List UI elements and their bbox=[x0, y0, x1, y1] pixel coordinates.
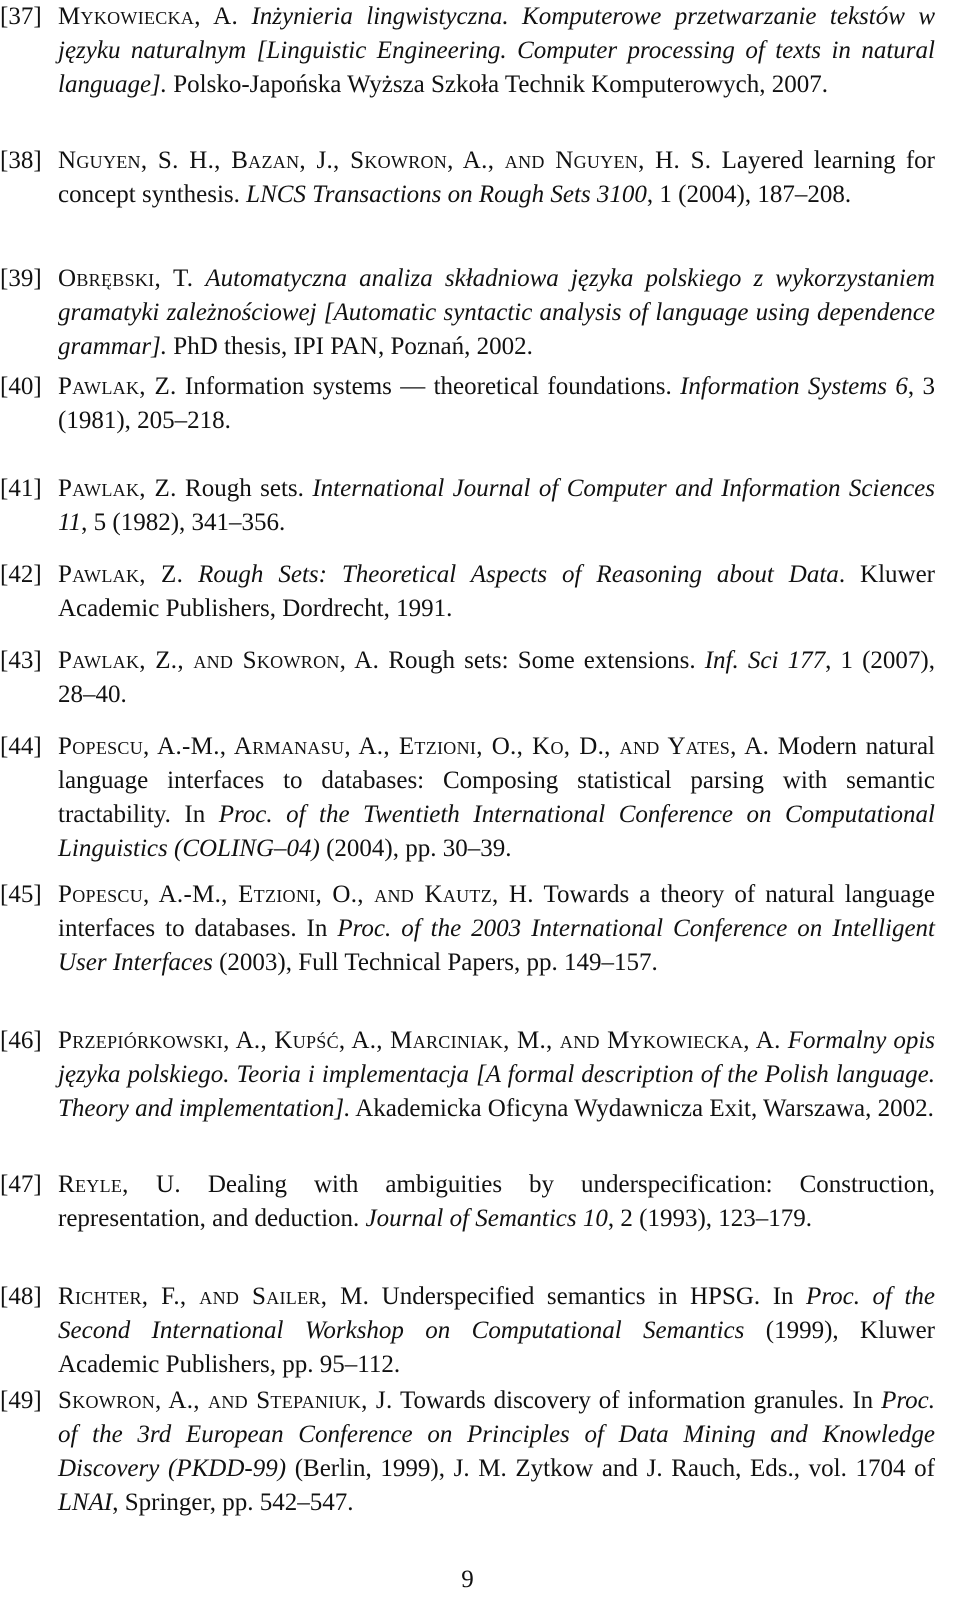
reference-text-segment: , Springer, pp. 542–547. bbox=[112, 1489, 354, 1516]
reference-entry bbox=[0, 1168, 935, 1236]
reference-authors: Skowron, A., and Stepaniuk, J. bbox=[58, 1387, 393, 1414]
reference-text bbox=[58, 878, 935, 980]
reference-text-segment: , 1 (2007), 28–40. bbox=[58, 647, 936, 708]
reference-entry bbox=[0, 558, 935, 626]
reference-text bbox=[58, 262, 935, 364]
reference-entry bbox=[0, 1384, 935, 1520]
reference-entry bbox=[0, 472, 935, 540]
reference-text-segment: , 1 (2004), 187–208. bbox=[646, 181, 852, 208]
reference-number: [48] bbox=[0, 1283, 42, 1310]
reference-entry bbox=[0, 0, 935, 102]
reference-authors: Przepiórkowski, A., Kupść, A., Marciniak, M., and Mykowiecka, A. bbox=[58, 1027, 781, 1054]
reference-title-italic: LNAI bbox=[58, 1489, 113, 1516]
reference-text-segment bbox=[193, 265, 205, 292]
page-number: 9 bbox=[461, 1566, 474, 1593]
reference-title-italic: International Journal of Computer and Information Sciences 11 bbox=[58, 475, 935, 536]
reference-title-italic: Proc. of the Second International Workshop on Computational Semantics bbox=[58, 1283, 936, 1344]
reference-text-segment bbox=[183, 561, 198, 588]
reference-text bbox=[58, 370, 935, 438]
reference-text-segment: Underspecified semantics in HPSG. In bbox=[369, 1283, 807, 1310]
reference-entry bbox=[0, 1024, 935, 1126]
reference-authors: Reyle, U. bbox=[58, 1171, 181, 1198]
reference-text bbox=[58, 1024, 935, 1126]
reference-authors: Richter, F., and Sailer, M. bbox=[58, 1283, 370, 1310]
reference-text-segment bbox=[781, 1027, 788, 1054]
reference-title-italic: Journal of Semantics 10 bbox=[365, 1205, 608, 1232]
reference-number: [45] bbox=[0, 881, 42, 908]
reference-entry bbox=[0, 370, 935, 438]
reference-authors: Popescu, A.-M., Etzioni, O., and Kautz, H. bbox=[58, 881, 534, 908]
reference-text bbox=[58, 644, 935, 712]
reference-number: [41] bbox=[0, 475, 42, 502]
reference-authors: Mykowiecka, A. bbox=[58, 3, 239, 30]
reference-number: [38] bbox=[0, 147, 42, 174]
reference-authors: Pawlak, Z. bbox=[58, 561, 184, 588]
reference-text-segment: Information systems — theoretical foundations. bbox=[176, 373, 681, 400]
reference-authors: Pawlak, Z. bbox=[58, 475, 177, 502]
reference-text bbox=[58, 1384, 935, 1520]
reference-title-italic: Proc. of the Twentieth International Conference on Computational Linguistics (COLING–04) bbox=[58, 801, 935, 862]
reference-entry bbox=[0, 730, 935, 866]
reference-title-italic: Proc. of the 3rd European Conference on Principles of Data Mining and Knowledge Discovery (PKDD-99) bbox=[58, 1387, 935, 1482]
reference-title-italic: Information Systems 6 bbox=[680, 373, 908, 400]
reference-number: [40] bbox=[0, 373, 42, 400]
reference-title-italic: Inf. Sci 177 bbox=[704, 647, 826, 674]
reference-authors: Nguyen, S. H., Bazan, J., Skowron, A., and Nguyen, H. S. bbox=[58, 147, 712, 174]
reference-text-segment: (1999), Kluwer Academic Publishers, pp. 95–112. bbox=[58, 1317, 935, 1378]
reference-number: [47] bbox=[0, 1171, 42, 1198]
reference-number: [43] bbox=[0, 647, 42, 674]
reference-text bbox=[58, 1168, 935, 1236]
reference-text bbox=[58, 730, 935, 866]
reference-number: [39] bbox=[0, 265, 42, 292]
reference-text-segment: PhD thesis, IPI PAN, Poznań, 2002. bbox=[167, 333, 533, 360]
reference-number: [37] bbox=[0, 3, 42, 30]
reference-text-segment: (2004), pp. 30–39. bbox=[319, 835, 512, 862]
reference-text bbox=[58, 0, 935, 102]
reference-number: [46] bbox=[0, 1027, 42, 1054]
reference-number: [44] bbox=[0, 733, 42, 760]
reference-text-segment: , 5 (1982), 341–356. bbox=[81, 509, 286, 536]
reference-text-segment: (2003), Full Technical Papers, pp. 149–157. bbox=[212, 949, 658, 976]
reference-entry bbox=[0, 1280, 935, 1382]
reference-entry bbox=[0, 878, 935, 980]
reference-text bbox=[58, 558, 935, 626]
reference-title-italic: Rough Sets: Theoretical Aspects of Reasoning about Data bbox=[198, 561, 839, 588]
reference-authors: Popescu, A.-M., Armanasu, A., Etzioni, O., Ko, D., and Yates, A. bbox=[58, 733, 770, 760]
reference-text-segment: Rough sets. bbox=[176, 475, 313, 502]
reference-text-segment: . Kluwer Academic Publishers, Dordrecht, 1991. bbox=[58, 561, 935, 622]
reference-text-segment: Towards a theory of natural language interfaces to databases. In bbox=[58, 881, 935, 942]
reference-text-segment: Layered learning for concept synthesis. bbox=[58, 147, 935, 208]
reference-number: [42] bbox=[0, 561, 42, 588]
reference-number: [49] bbox=[0, 1387, 42, 1414]
reference-title-italic: LNCS Transactions on Rough Sets 3100 bbox=[246, 181, 647, 208]
reference-text bbox=[58, 144, 935, 212]
reference-text-segment: , 3 (1981), 205–218. bbox=[58, 373, 935, 434]
reference-title-italic: Inżynieria lingwistyczna. Komputerowe przetwarzanie tekstów w języku naturalnym [Linguistic Engineering. Computer processing of texts in natural language]. bbox=[58, 3, 936, 98]
reference-text-segment: Towards discovery of information granules. In bbox=[392, 1387, 882, 1414]
reference-text bbox=[58, 1280, 935, 1382]
reference-text-segment: Dealing with ambiguities by underspecification: Construction, representation, and deduction. bbox=[58, 1171, 935, 1232]
reference-title-italic: Proc. of the 2003 International Conference on Intelligent User Interfaces bbox=[58, 915, 935, 976]
reference-title-italic: Formalny opis języka polskiego. Teoria i implementacja [A formal description of the Polish language. Theory and implementation]. bbox=[58, 1027, 935, 1122]
reference-text-segment: Rough sets: Some extensions. bbox=[379, 647, 705, 674]
reference-entry bbox=[0, 262, 935, 364]
reference-text-segment bbox=[238, 3, 251, 30]
reference-text bbox=[58, 472, 935, 540]
reference-entry bbox=[0, 144, 935, 212]
reference-text-segment: Polsko-Japońska Wyższa Szkoła Technik Komputerowych, 2007. bbox=[167, 71, 829, 98]
reference-authors: Pawlak, Z., and Skowron, A. bbox=[58, 647, 380, 674]
reference-text-segment: Modern natural language interfaces to databases: Composing statistical parsing with semantic tractability. In bbox=[58, 733, 935, 828]
reference-authors: Obrębski, T. bbox=[58, 265, 194, 292]
reference-authors: Pawlak, Z. bbox=[58, 373, 177, 400]
reference-entry bbox=[0, 644, 935, 712]
reference-text-segment: Akademicka Oficyna Wydawnicza Exit, Warszawa, 2002. bbox=[350, 1095, 934, 1122]
reference-title-italic: Automatyczna analiza składniowa języka polskiego z wykorzystaniem gramatyki zależnościowej [Automatic syntactic analysis of language using dependence grammar]. bbox=[58, 265, 935, 360]
reference-text-segment: , 2 (1993), 123–179. bbox=[607, 1205, 813, 1232]
reference-text-segment: (Berlin, 1999), J. M. Zytkow and J. Rauch, Eds., vol. 1704 of bbox=[286, 1455, 935, 1482]
